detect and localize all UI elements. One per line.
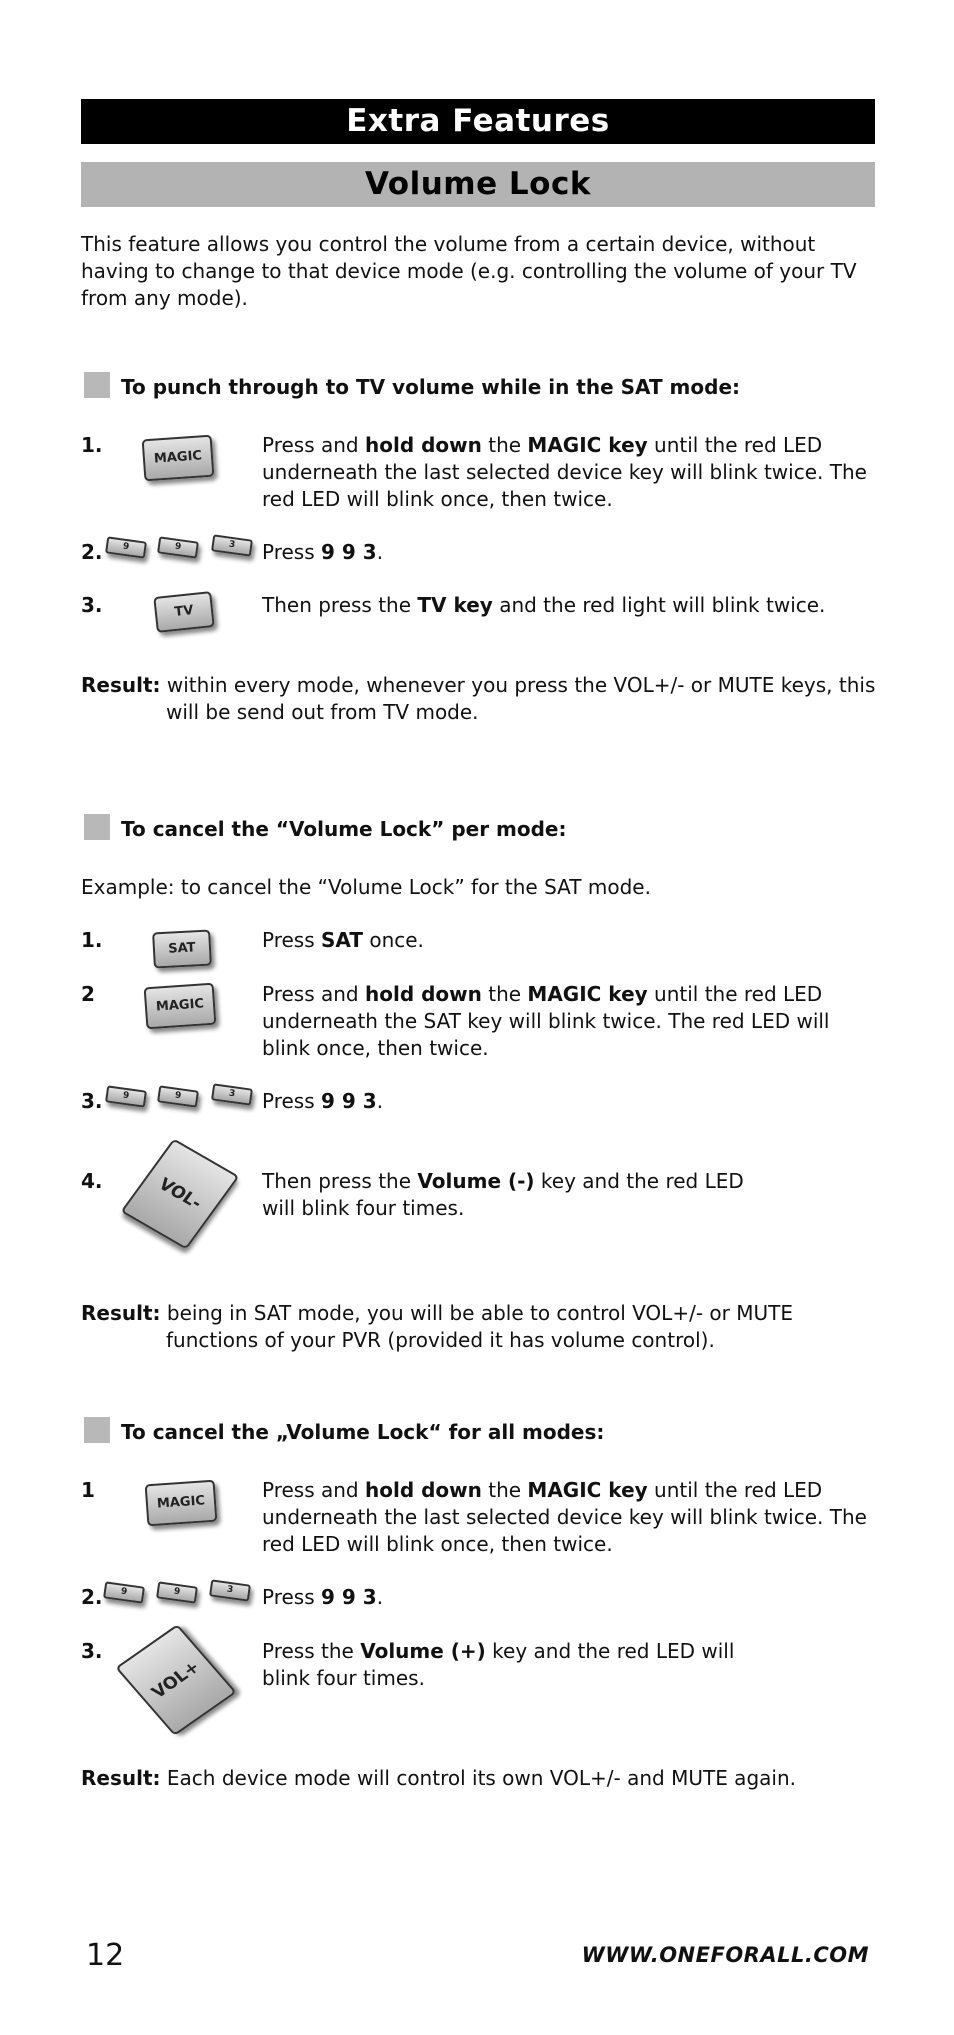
step-text: Press 9 9 3. xyxy=(262,1585,384,1609)
bullet-square-icon xyxy=(84,1417,110,1443)
step-number: 3. xyxy=(81,1089,103,1113)
step-text: Press and hold down the MAGIC key until the red LED underneath the last selected device key will blink twice. The red LED will blink once, then twice. xyxy=(262,1478,867,1556)
three-key-icon: 3 xyxy=(211,1083,253,1105)
step-text: Then press the TV key and the red light will blink twice. xyxy=(262,593,826,617)
step-number: 2 xyxy=(81,982,95,1006)
nine-key-icon: 9 xyxy=(105,536,147,558)
section2-heading-text: To cancel the “Volume Lock” per mode: xyxy=(121,817,567,841)
step-number: 1. xyxy=(81,928,103,952)
section3-heading-text: To cancel the „Volume Lock“ for all modes: xyxy=(121,1420,605,1444)
nine-key-icon: 9 xyxy=(156,1581,198,1603)
volume-minus-key-icon: VOL- xyxy=(120,1138,239,1249)
page-number: 12 xyxy=(86,1938,125,1973)
step-text: Press and hold down the MAGIC key until the red LED underneath the last selected device key will blink twice. The red LED will blink once, then twice. xyxy=(262,433,867,511)
step-number: 3. xyxy=(81,593,103,617)
step-text: Then press the Volume (-) key and the red LED will blink four times. xyxy=(262,1169,744,1220)
volume-plus-key-icon: VOL+ xyxy=(115,1624,237,1736)
step-text: Press the Volume (+) key and the red LED will blink four times. xyxy=(262,1639,735,1690)
section-title: Volume Lock xyxy=(81,162,875,207)
step-number: 3. xyxy=(81,1639,103,1663)
magic-key-icon: MAGIC xyxy=(145,1480,218,1527)
footer-url: WWW.ONEFORALL.COM xyxy=(581,1943,869,1967)
nine-key-icon: 9 xyxy=(157,1085,199,1107)
result-text: Result: within every mode, whenever you press the VOL+/- or MUTE keys, this will be send out from TV mode. xyxy=(81,673,876,724)
example-text: Example: to cancel the “Volume Lock” for the SAT mode. xyxy=(81,875,651,899)
nine-key-icon: 9 xyxy=(157,536,199,558)
bullet-square-icon xyxy=(84,814,110,840)
page-title: Extra Features xyxy=(81,99,875,144)
step-text: Press 9 9 3. xyxy=(262,540,384,564)
step-text: Press SAT once. xyxy=(262,928,424,952)
nine-key-icon: 9 xyxy=(103,1581,145,1603)
three-key-icon: 3 xyxy=(209,1579,251,1601)
magic-key-icon: MAGIC xyxy=(142,435,215,482)
sat-key-icon: SAT xyxy=(152,930,212,969)
three-key-icon: 3 xyxy=(211,534,253,556)
result-text: Result: being in SAT mode, you will be able to control VOL+/- or MUTE functions of your PVR (provided it has volume control). xyxy=(81,1301,793,1352)
result-text: Result: Each device mode will control its own VOL+/- and MUTE again. xyxy=(81,1766,796,1790)
step-text: Press 9 9 3. xyxy=(262,1089,384,1113)
step-number: 2. xyxy=(81,540,103,564)
intro-paragraph: This feature allows you control the volume from a certain device, without having to change to that device mode (e.g. controlling the volume of your TV from any mode). xyxy=(81,232,857,310)
bullet-square-icon xyxy=(84,372,110,398)
tv-key-icon: TV xyxy=(153,591,214,633)
nine-key-icon: 9 xyxy=(105,1085,147,1107)
step-number: 1. xyxy=(81,433,103,457)
step-text: Press and hold down the MAGIC key until the red LED underneath the SAT key will blink twice. The red LED will blink once, then twice. xyxy=(262,982,830,1060)
step-number: 2. xyxy=(81,1585,103,1609)
step-number: 4. xyxy=(81,1169,103,1193)
step-number: 1 xyxy=(81,1478,95,1502)
magic-key-icon: MAGIC xyxy=(144,983,217,1030)
section1-heading-text: To punch through to TV volume while in the SAT mode: xyxy=(121,375,741,399)
